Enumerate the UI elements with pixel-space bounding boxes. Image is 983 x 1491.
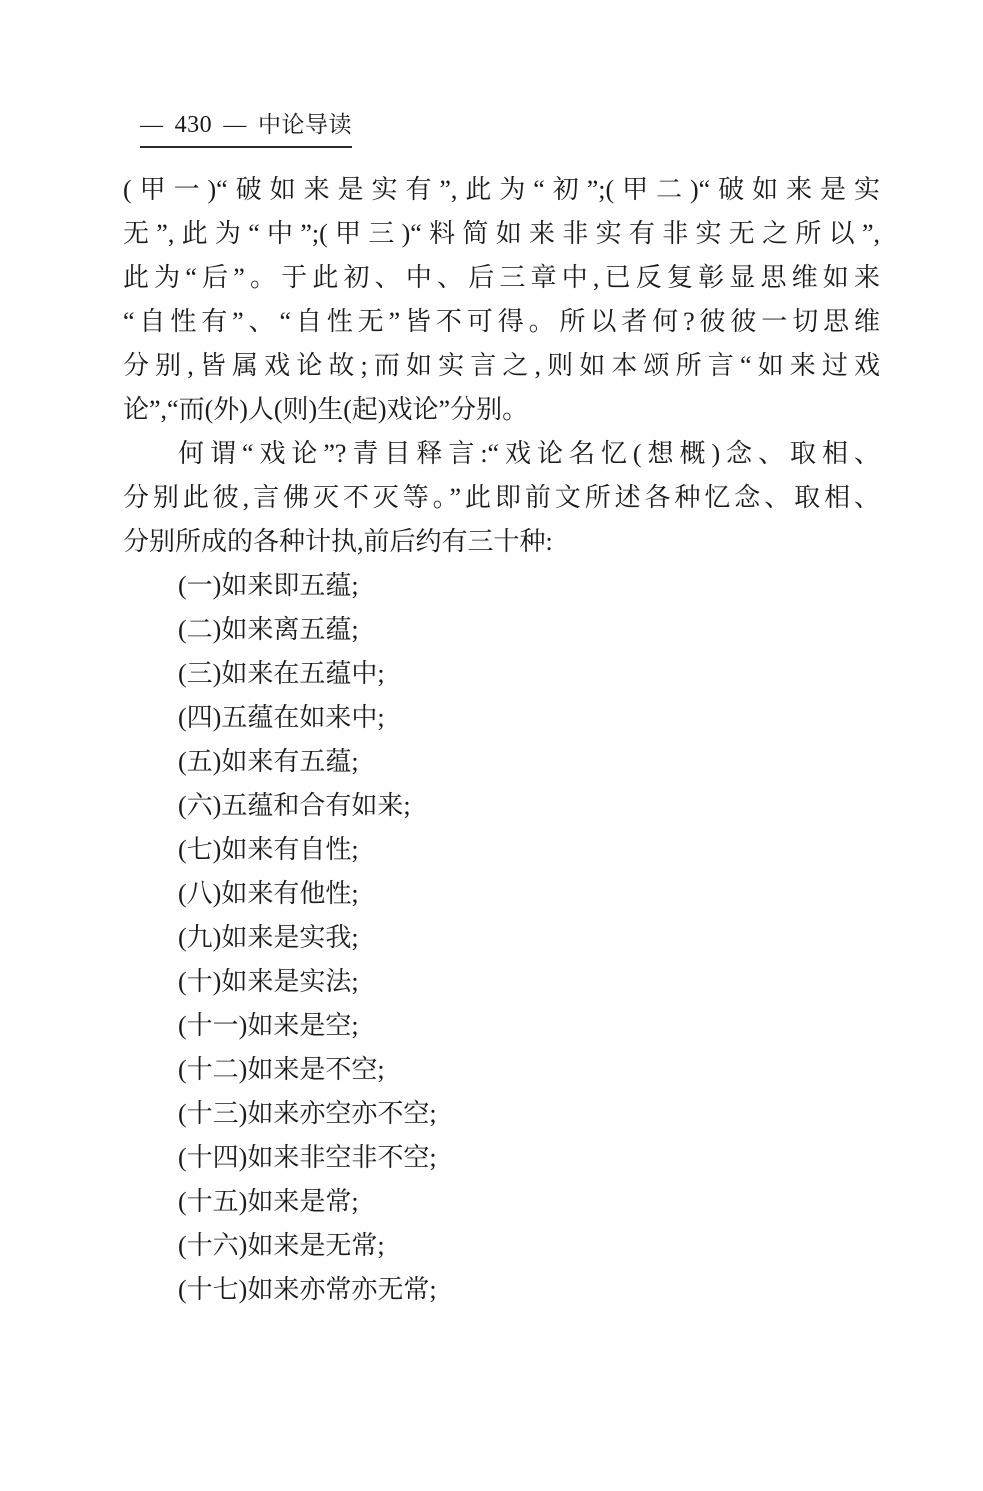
list-item: (十四)如来非空非不空; [178,1143,437,1172]
list-item: (十二)如来是不空; [178,1055,385,1084]
list-item: (十六)如来是无常; [178,1231,385,1260]
paragraph-line: 此为“后”。于此初、中、后三章中,已反复彰显思维如来 [123,263,880,292]
header-dash-right: — [223,112,247,137]
list-item: (九)如来是实我; [178,923,359,952]
paragraph-line: “自性有”、“自性无”皆不可得。所以者何?彼彼一切思维 [123,307,880,336]
header-dash-left: — [140,112,164,137]
list-item: (一)如来即五蕴; [178,571,359,600]
paragraph-line: (甲一)“破如来是实有”,此为“初”;(甲二)“破如来是实 [123,175,880,204]
list-item: (十七)如来亦常亦无常; [178,1275,437,1304]
book-title: 中论导读 [257,112,352,137]
list-item: (八)如来有他性; [178,879,359,908]
page-body [123,168,880,1312]
list-item: (四)五蕴在如来中; [178,703,385,732]
paragraph-line: 分别此彼,言佛灭不灭等。”此即前文所述各种忆念、取相、 [123,483,880,512]
paragraph-line: 分别,皆属戏论故;而如实言之,则如本颂所言“如来过戏 [123,351,880,380]
list-item: (十)如来是实法; [178,967,359,996]
list-item: (五)如来有五蕴; [178,747,359,776]
page-number: 430 [174,112,213,138]
page-header [140,106,352,148]
list-item: (十五)如来是常; [178,1187,359,1216]
list-item: (十一)如来是空; [178,1011,359,1040]
list-item: (二)如来离五蕴; [178,615,359,644]
paragraph-line: 论”,“而(外)人(则)生(起)戏论”分别。 [123,395,529,424]
list-item: (六)五蕴和合有如来; [178,791,411,820]
paragraph-line: 无”,此为“中”;(甲三)“料简如来非实有非实无之所以”, [123,219,880,248]
paragraph-line: 何谓“戏论”?青目释言:“戏论名忆(想概)念、取相、 [178,439,880,468]
list-item: (三)如来在五蕴中; [178,659,385,688]
list-item: (十三)如来亦空亦不空; [178,1099,437,1128]
list-item: (七)如来有自性; [178,835,359,864]
paragraph-line: 分别所成的各种计执,前后约有三十种: [123,527,553,556]
